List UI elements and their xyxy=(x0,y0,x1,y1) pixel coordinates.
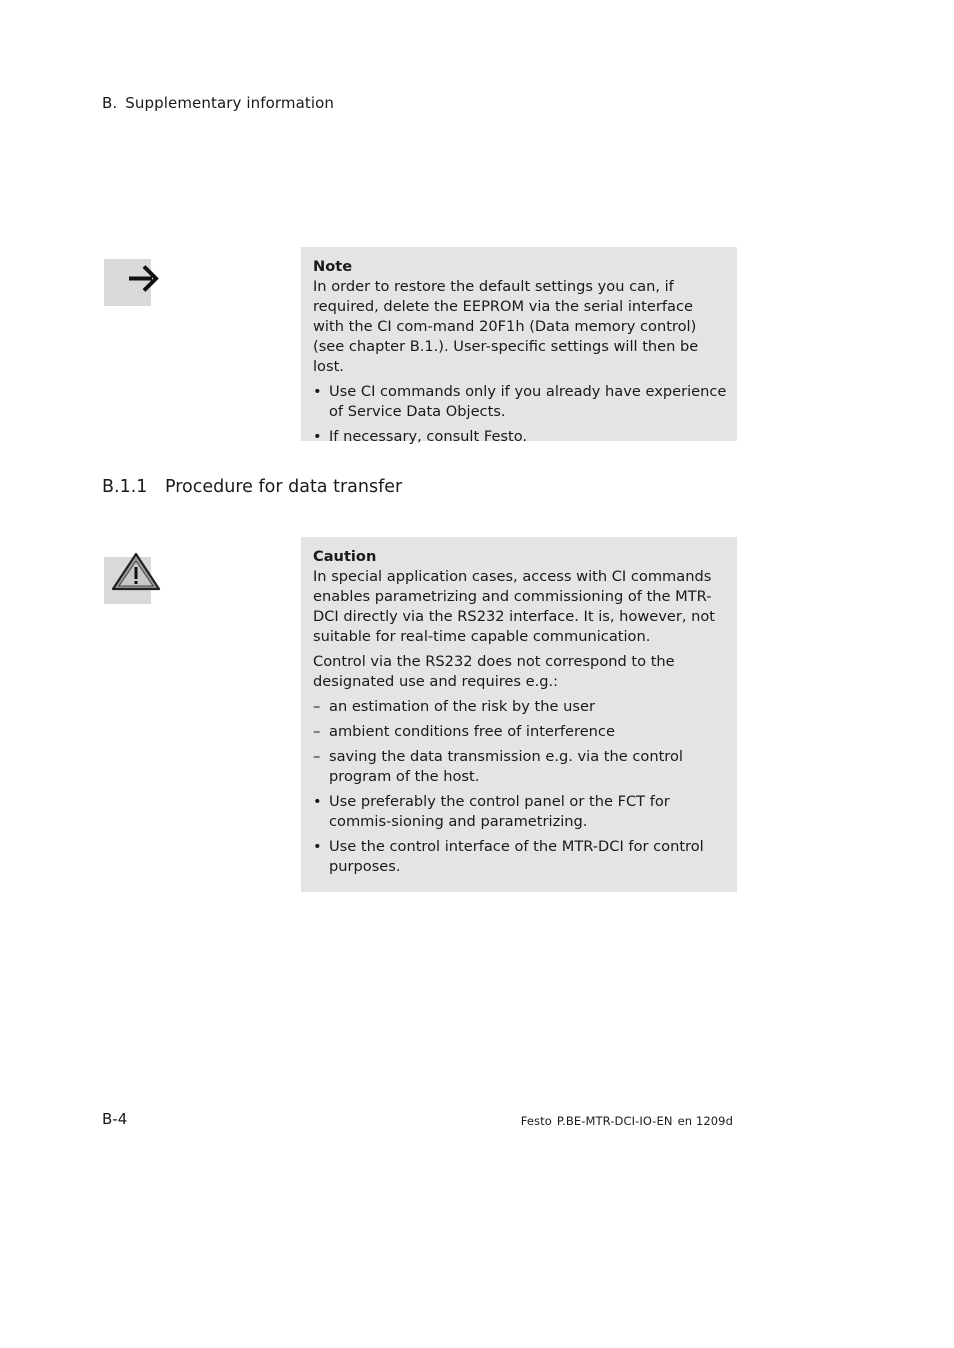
bullet-mark: • xyxy=(313,838,322,855)
document-id: P.BE-MTR-DCI-IO-EN xyxy=(556,1114,673,1128)
section-number: B.1.1 xyxy=(102,477,148,497)
caution-paragraph: In special application cases, access with CI commands enables parametrizing and commissioning of the MTR-DCI directly via the RS232 interface. It is, however, not suitable for real-time capable communication. xyxy=(313,568,716,645)
bullet-mark: • xyxy=(313,383,322,400)
dash-mark: – xyxy=(313,723,321,740)
list-item: • Use preferably the control panel or the FCT for commis-sioning and parametrizing. xyxy=(313,793,670,830)
chapter-number: B. xyxy=(102,94,118,112)
bullet-mark: • xyxy=(313,793,322,810)
note-title: Note xyxy=(313,258,353,275)
chapter-title: Supplementary information xyxy=(125,94,335,112)
bullet-mark: • xyxy=(313,428,322,445)
caution-panel xyxy=(301,537,737,892)
dash-mark: – xyxy=(313,698,321,715)
running-header xyxy=(102,94,334,112)
list-item: – saving the data transmission e.g. via the control program of the host. xyxy=(313,748,683,785)
caution-dash-list xyxy=(313,697,727,877)
note-body: In order to restore the default settings you can, if required, delete the EEPROM via the serial interface with the CI com-mand 20F1h (Data memory control) (see chapter B.1.). User-specific settings will then be lost. xyxy=(313,278,699,375)
company-name: Festo xyxy=(520,1114,552,1128)
list-item: • Use CI commands only if you already have experience of Service Data Objects. xyxy=(313,383,727,420)
section-heading xyxy=(102,477,402,497)
list-item: • If necessary, consult Festo. xyxy=(313,428,528,445)
document-reference xyxy=(521,1114,733,1128)
arrow-right-icon xyxy=(104,259,151,306)
page-number: B-4 xyxy=(102,1110,128,1128)
section-title: Procedure for data transfer xyxy=(165,477,403,497)
caution-paragraph: Control via the RS232 does not correspond to the designated use and requires e.g.: xyxy=(313,653,675,690)
dash-mark: – xyxy=(313,748,321,765)
warning-triangle-icon xyxy=(104,557,151,604)
caution-title: Caution xyxy=(313,548,377,565)
note-bullet-list xyxy=(313,382,727,447)
list-item: • Use the control interface of the MTR-DCI for control purposes. xyxy=(313,838,704,875)
note-panel xyxy=(301,247,737,445)
list-item: – an estimation of the risk by the user xyxy=(313,698,595,715)
edition: en 1209d xyxy=(677,1114,733,1128)
list-item: – ambient conditions free of interference xyxy=(313,723,615,740)
